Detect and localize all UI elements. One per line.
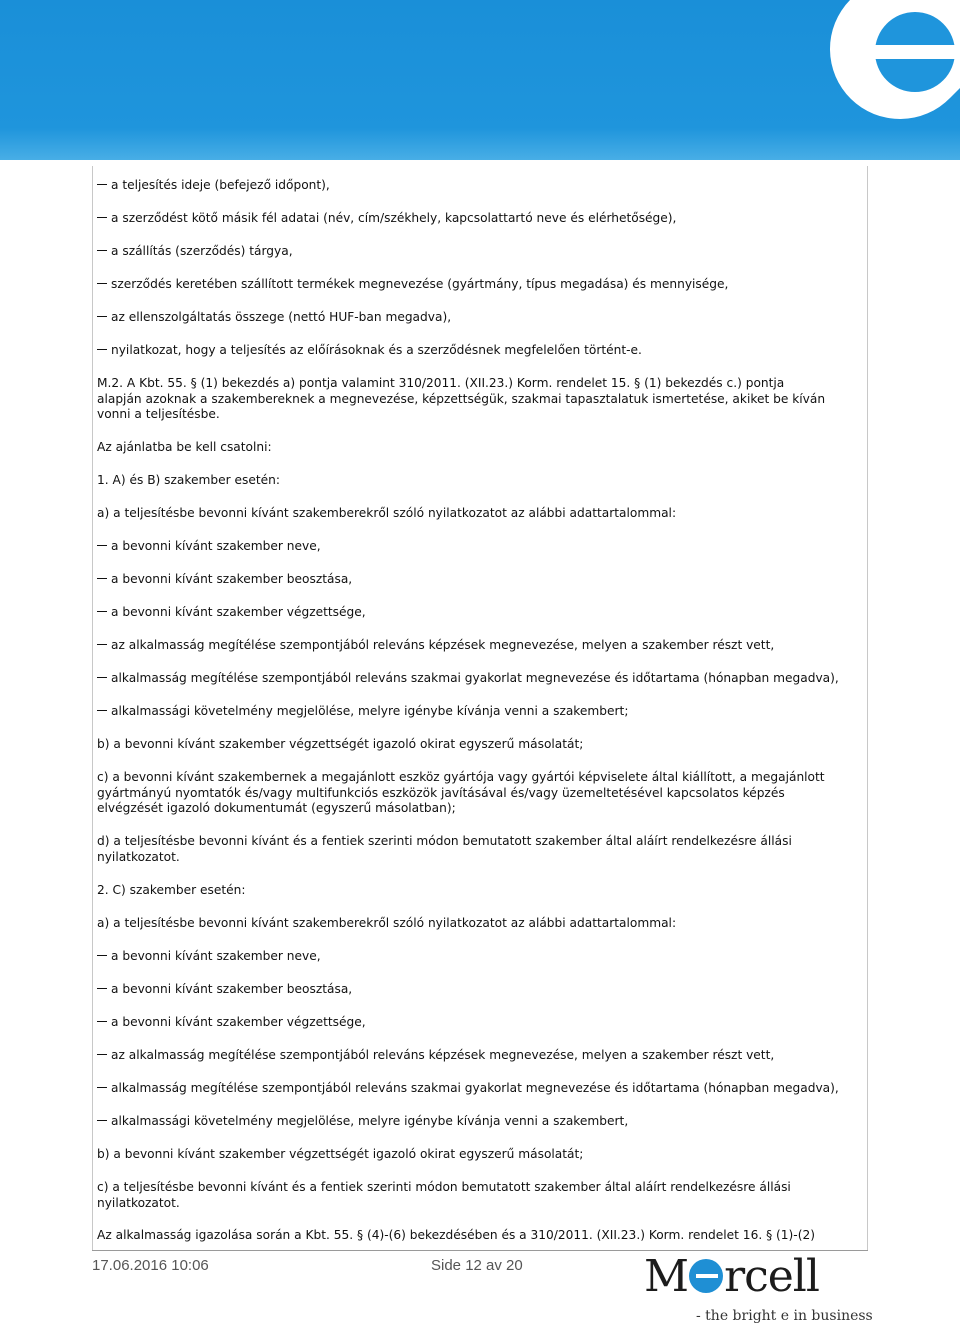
line-text: a szerződést kötő másik fél adatai (név, cím/székhely, kapcsolattartó neve és elérhetősége), — [111, 211, 677, 225]
dash-bullet-icon — [97, 1054, 107, 1055]
line-text: a bevonni kívánt szakember beosztása, — [111, 572, 353, 586]
line-text: a bevonni kívánt szakember neve, — [111, 949, 321, 963]
bullet-item — [97, 638, 837, 654]
brand-name-suffix: rcell — [724, 1251, 819, 1302]
paragraph — [97, 770, 832, 817]
dash-bullet-icon — [97, 578, 107, 579]
line-text: b) a bevonni kívánt szakember végzettségét igazoló okirat egyszerű másolatát; — [97, 737, 584, 751]
bullet-item — [97, 277, 837, 293]
line-text: M.2. A Kbt. 55. § (1) bekezdés a) pontja valamint 310/2011. (XII.23.) Korm. rendelet 15. § (1) bekezdés c.) pontja alapján azoknak a szakembereknek a megnevezése, képzettségük, szakmai tapasztalatuk ismertetése, akiket be kíván vonni a teljesítésbe. — [97, 376, 826, 421]
page-border-left — [92, 166, 93, 1250]
dash-bullet-icon — [97, 184, 107, 185]
e-logo-icon — [810, 0, 960, 140]
line-text: a teljesítés ideje (befejező időpont), — [111, 178, 330, 192]
bullet-item — [97, 982, 837, 998]
line-text: 2. C) szakember esetén: — [97, 883, 246, 897]
line-text: Az alkalmasság igazolása során a Kbt. 55. § (4)-(6) bekezdésében és a 310/2011. (XII.23.) Korm. rendelet 16. § (1)-(2) — [97, 1228, 815, 1242]
line-text: a) a teljesítésbe bevonni kívánt szakemberekről szóló nyilatkozatot az alábbi adattartalommal: — [97, 916, 677, 930]
dash-bullet-icon — [97, 1021, 107, 1022]
line-text: alkalmassági követelmény megjelölése, melyre igénybe kívánja venni a szakembert; — [111, 704, 629, 718]
line-text: nyilatkozat, hogy a teljesítés az előírásoknak és a szerződésnek megfelelően történt-e. — [111, 343, 642, 357]
paragraph — [97, 916, 837, 932]
paragraph — [97, 1180, 832, 1211]
line-text: a szállítás (szerződés) tárgya, — [111, 244, 293, 258]
dash-bullet-icon — [97, 710, 107, 711]
dash-bullet-icon — [97, 611, 107, 612]
paragraph — [97, 440, 837, 456]
line-text: az ellenszolgáltatás összege (nettó HUF-ban megadva), — [111, 310, 452, 324]
dash-bullet-icon — [97, 217, 107, 218]
bullet-item — [97, 310, 837, 326]
paragraph — [97, 883, 837, 899]
dash-bullet-icon — [97, 349, 107, 350]
line-text: alkalmasság megítélése szempontjából releváns szakmai gyakorlat megnevezése és időtartama (hónapban megadva), — [111, 671, 839, 685]
line-text: c) a bevonni kívánt szakembernek a megajánlott eszköz gyártója vagy gyártói képviselete által kiállított, a megajánlott gyártmányú nyomtatók és/vagy multifunkciós eszközök javításával és/vagy üzemeltetésével kapcsolatos képzés elvégzését igazoló dokumentumát (egyszerű másolatban); — [97, 770, 825, 815]
bullet-item — [97, 605, 837, 621]
line-text: d) a teljesítésbe bevonni kívánt és a fentiek szerinti módon bemutatott szakember által aláírt rendelkezésre állási nyilatkozatot. — [97, 834, 792, 864]
bullet-item — [97, 343, 837, 359]
bullet-item — [97, 211, 837, 227]
dash-bullet-icon — [97, 644, 107, 645]
bullet-item — [97, 671, 837, 687]
paragraph — [97, 1147, 837, 1163]
footer-date: 17.06.2016 10:06 — [92, 1257, 209, 1274]
line-text: a bevonni kívánt szakember beosztása, — [111, 982, 353, 996]
paragraph — [97, 473, 837, 489]
line-text: c) a teljesítésbe bevonni kívánt és a fentiek szerinti módon bemutatott szakember által aláírt rendelkezésre állási nyilatkozatot. — [97, 1180, 791, 1210]
dash-bullet-icon — [97, 250, 107, 251]
line-text: alkalmasság megítélése szempontjából releváns szakmai gyakorlat megnevezése és időtartama (hónapban megadva), — [111, 1081, 839, 1095]
bullet-item — [97, 1081, 837, 1097]
dash-bullet-icon — [97, 316, 107, 317]
line-text: a bevonni kívánt szakember végzettsége, — [111, 605, 366, 619]
line-text: a bevonni kívánt szakember neve, — [111, 539, 321, 553]
bullet-item — [97, 704, 837, 720]
paragraph — [97, 506, 837, 522]
bullet-item — [97, 949, 837, 965]
dash-bullet-icon — [97, 955, 107, 956]
bullet-item — [97, 1114, 837, 1130]
paragraph — [97, 1228, 837, 1244]
page-border-right — [867, 166, 868, 1250]
page-number: Side 12 av 20 — [431, 1257, 523, 1274]
brand-logo — [644, 1252, 844, 1302]
paragraph — [97, 376, 832, 423]
bullet-item — [97, 1015, 837, 1031]
bullet-item — [97, 539, 837, 555]
line-text: b) a bevonni kívánt szakember végzettségét igazoló okirat egyszerű másolatát; — [97, 1147, 584, 1161]
line-text: szerződés keretében szállított termékek megnevezése (gyártmány, típus megadása) és mennyisége, — [111, 277, 729, 291]
bullet-item — [97, 572, 837, 588]
brand-e-icon — [689, 1259, 723, 1293]
line-text: a bevonni kívánt szakember végzettsége, — [111, 1015, 366, 1029]
line-text: a) a teljesítésbe bevonni kívánt szakemberekről szóló nyilatkozatot az alábbi adattartalommal: — [97, 506, 677, 520]
dash-bullet-icon — [97, 1087, 107, 1088]
bullet-item — [97, 1048, 837, 1064]
line-text: Az ajánlatba be kell csatolni: — [97, 440, 272, 454]
bullet-item — [97, 244, 837, 260]
paragraph — [97, 834, 832, 865]
line-text: az alkalmasság megítélése szempontjából releváns képzések megnevezése, melyen a szakember részt vett, — [111, 638, 775, 652]
dash-bullet-icon — [97, 988, 107, 989]
line-text: az alkalmasság megítélése szempontjából releváns képzések megnevezése, melyen a szakember részt vett, — [111, 1048, 775, 1062]
brand-tagline: - the bright e in business — [696, 1308, 873, 1324]
dash-bullet-icon — [97, 283, 107, 284]
dash-bullet-icon — [97, 677, 107, 678]
line-text: alkalmassági követelmény megjelölése, melyre igénybe kívánja venni a szakembert, — [111, 1114, 629, 1128]
dash-bullet-icon — [97, 1120, 107, 1121]
line-text: 1. A) és B) szakember esetén: — [97, 473, 280, 487]
bullet-item — [97, 178, 837, 194]
dash-bullet-icon — [97, 545, 107, 546]
paragraph — [97, 737, 837, 753]
brand-name-prefix: M — [644, 1251, 689, 1302]
header-banner — [0, 0, 960, 160]
